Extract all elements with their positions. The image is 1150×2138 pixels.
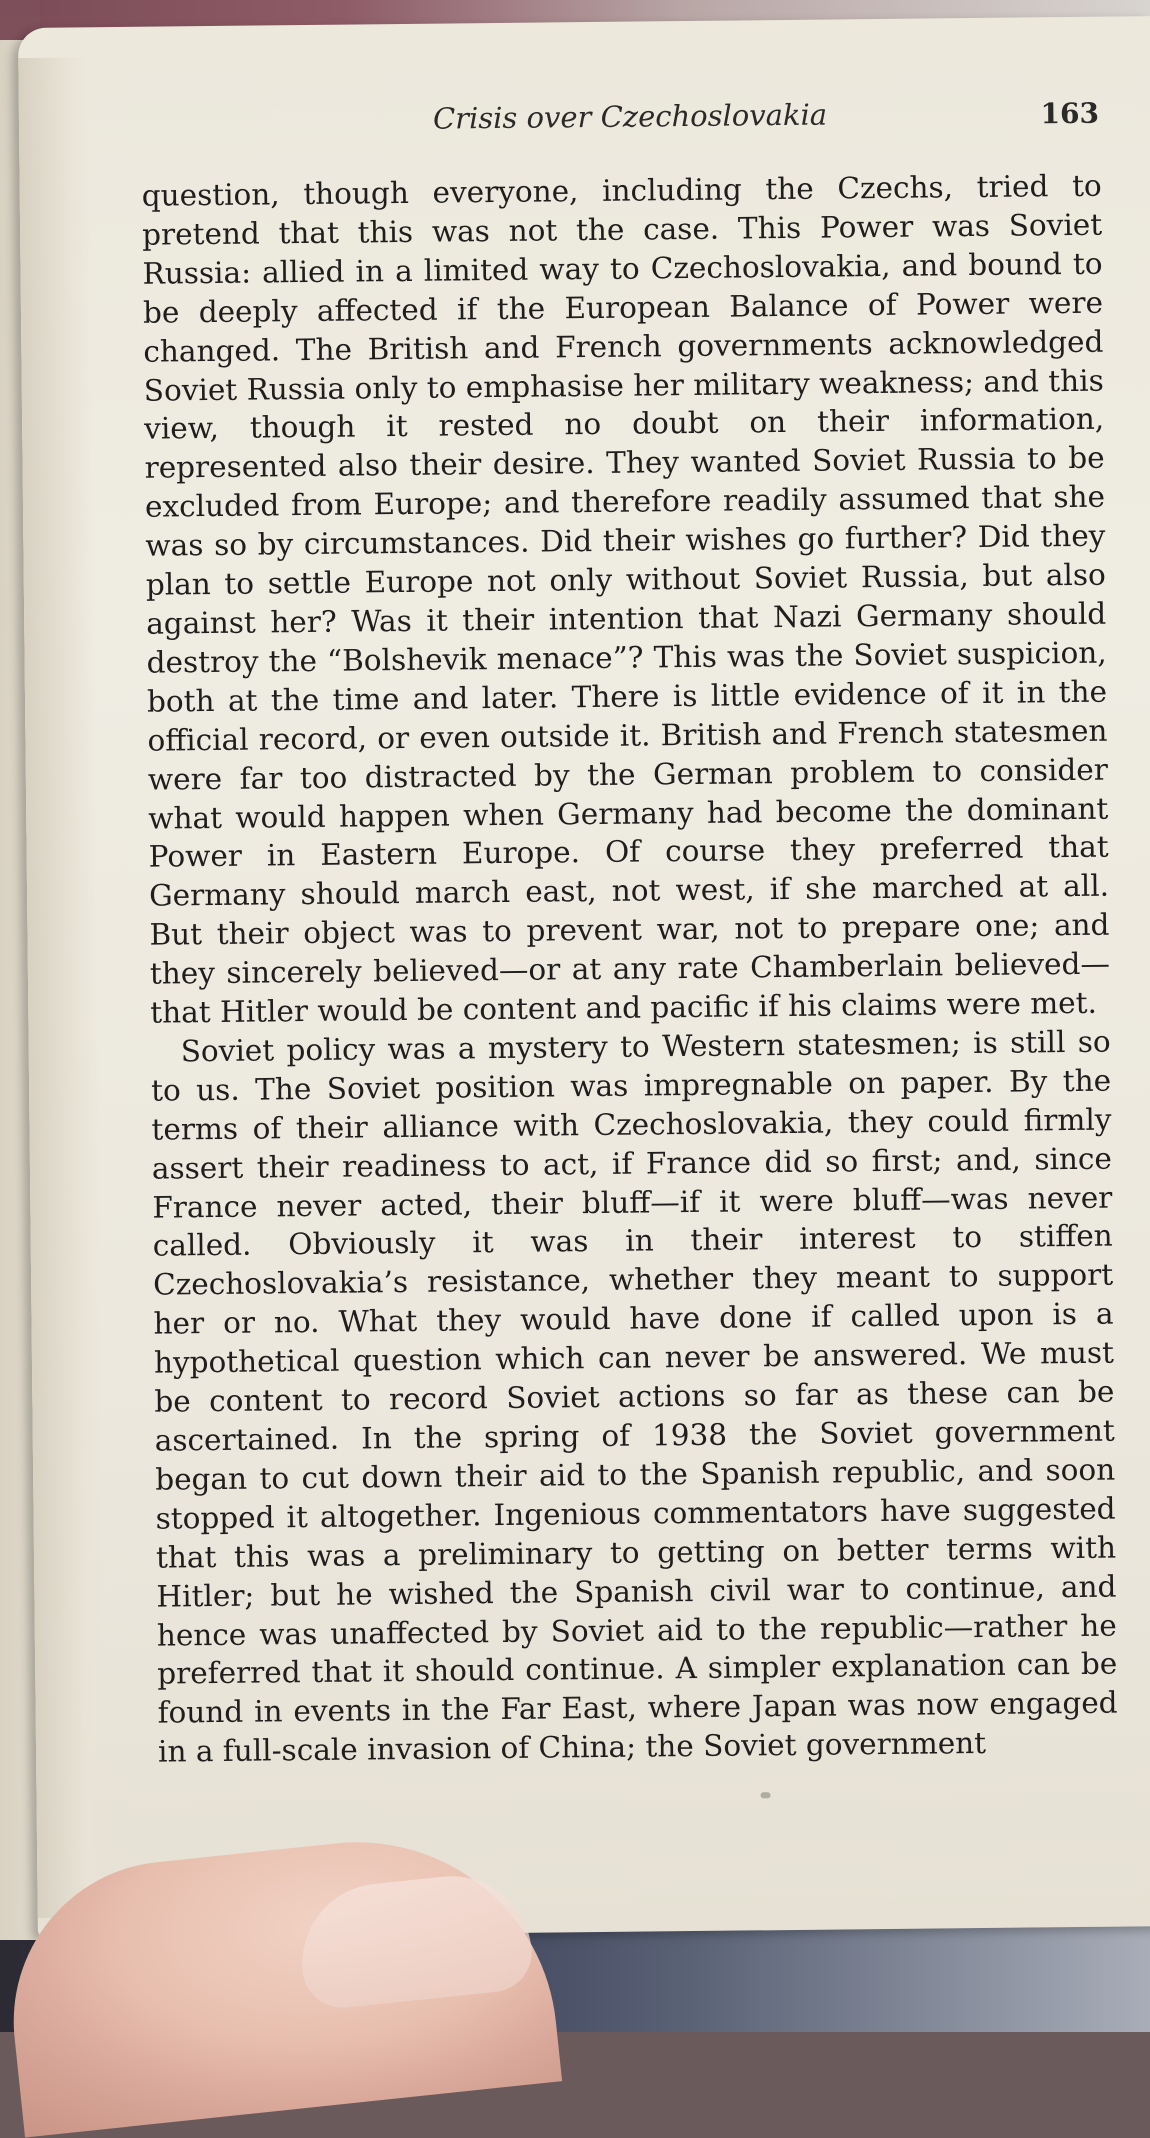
paper-speck xyxy=(761,1792,771,1798)
paragraph-2: Soviet policy was a mystery to Western statesmen; is still so to us. The Soviet position was impregnable on paper. By the terms of their alliance with Czechoslovakia, they could firmly assert their readiness to act, if France did so first; and, since France never acted, their bluff—if it were bluff—was never called. Obviously it was in their interest to stiffen Czechoslovakia’s resistance, whether they meant to support her or no. What they would have done if called upon is a hypothetical question which can never be answered. We must be content to record Soviet actions so far as these can be ascertained. In the spring of 1938 the Soviet government began to cut down their aid to the Spanish republic, and soon stopped it altogether. Ingenious commentators have suggested that this was a preliminary to getting on better terms with Hitler; but he wished the Spanish civil war to continue, and hence was unaffected by Soviet aid to the republic—rather he preferred that it should continue. A simpler explanation can be found in events in the Far East, where Japan was now engaged in a full-scale invasion of China; the Soviet government xyxy=(150,1024,1118,1769)
page-header xyxy=(409,95,1099,142)
paragraph-1: question, though everyone, including the Czechs, tried to pretend that this was not the case. This Power was Soviet Russia: allied in a limited way to Czechoslovakia, and bound to be deeply affected if the European Balance of Power were changed. The British and French governments acknowledged Soviet Russia only to emphasise her military weakness; and this view, though it rested no doubt on their information, represented also their desire. They wanted Soviet Russia to be excluded from Europe; and therefore readily assumed that she was so by circumstances. Did their wishes go further? Did they plan to settle Europe not only without Soviet Russia, but also against her? Was it their intention that Nazi Germany should destroy the “Bolshevik menace”? This was the Soviet suspicion, both at the time and later. There is little evidence of it in the official record, or even outside it. British and French statesmen were far too distracted by the German problem to consider what would happen when Germany had become the dominant Power in Eastern Europe. Of course they preferred that Germany should march east, not west, if she marched at all. But their object was to prevent war, not to prepare one; and they sincerely believed—or at any rate Chamberlain believed—that Hitler would be content and pacific if his claims were met. xyxy=(141,168,1111,1030)
running-head: Crisis over Czechoslovakia xyxy=(432,97,828,136)
body-text xyxy=(142,167,1119,1772)
page-number: 163 xyxy=(1040,96,1100,131)
book-page xyxy=(18,16,1150,1938)
